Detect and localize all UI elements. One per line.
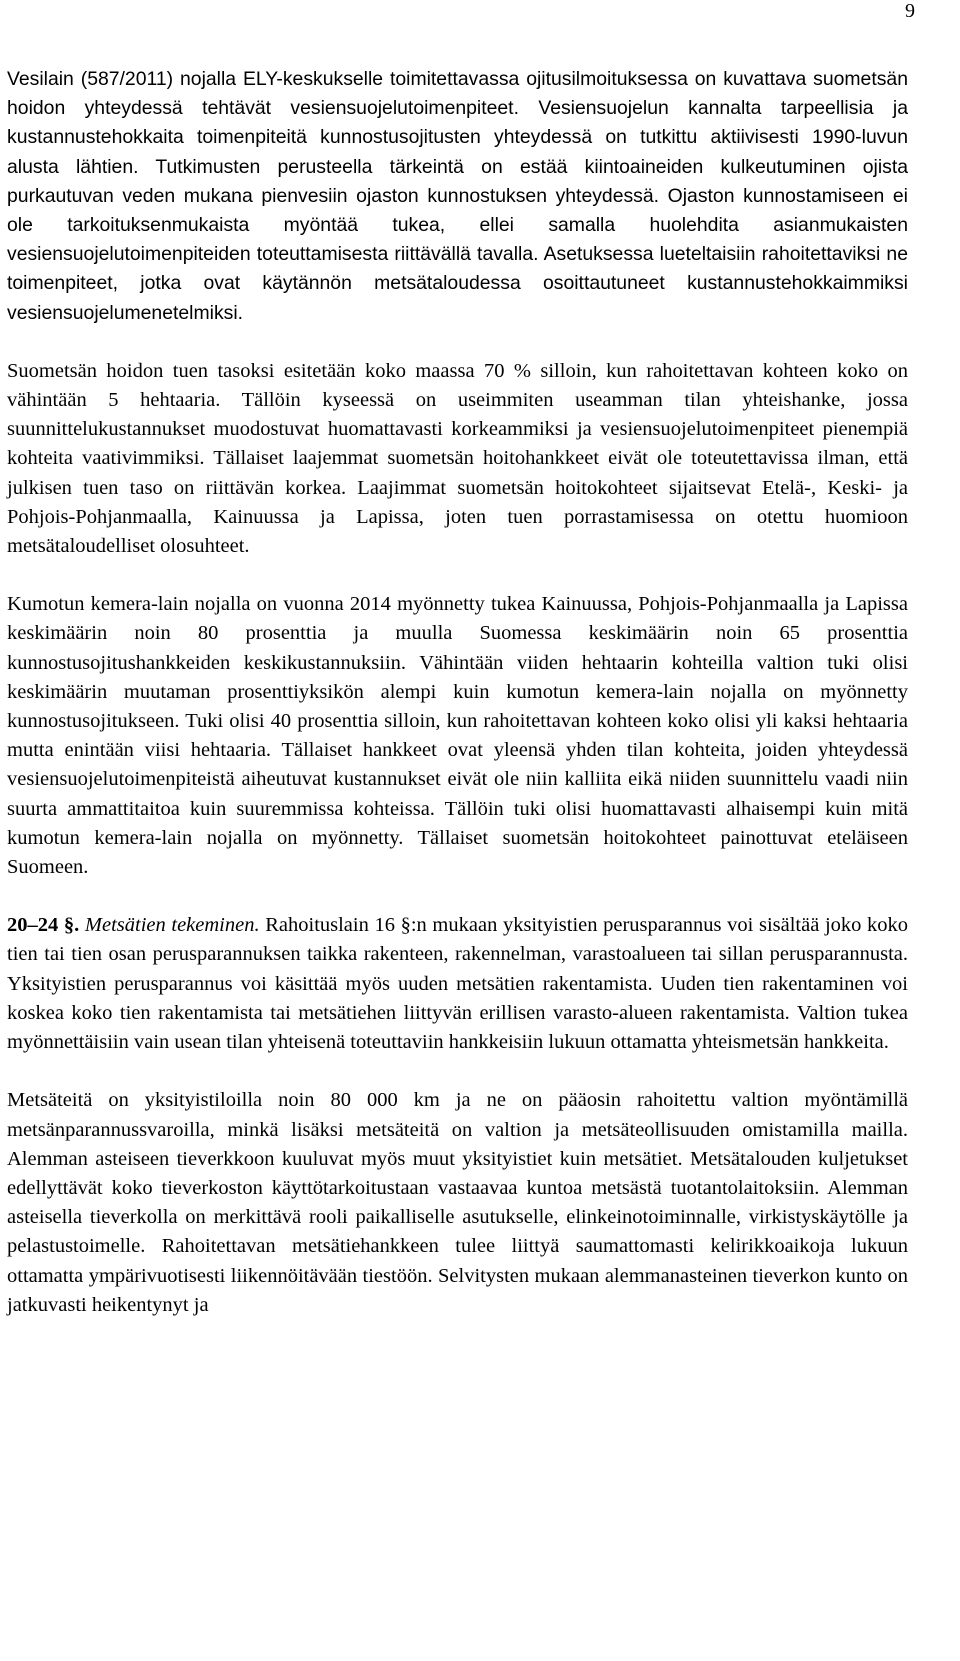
- paragraph-water-protection: Vesilain (587/2011) nojalla ELY-keskukselle toimitettavassa ojitusilmoituksessa on kuvattava suometsän hoidon yhteydessä tehtävät vesiensuojelutoimenpiteet. Vesiensuojelun kannalta tarpeellisia ja kustannustehokkaita toimenpiteitä kunnostusojitusten yhteydessä on tutkittu aktiivisesti 1990-luvun alusta lähtien. Tutkimusten perusteella tärkeintä on estää kiintoaineiden kulkeutuminen ojista purkautuvan veden mukana pienvesiin ojaston kunnostuksen yhteydessä. Ojaston kunnostamiseen ei ole tarkoituksenmukaista myöntää tukea, ellei samalla huolehdita asianmukaisten vesiensuojelutoimenpiteiden toteuttamisesta riittävällä tavalla. Asetuksessa lueteltaisiin rahoitettaviksi ne toimenpiteet, jotka ovat käytännön metsätaloudessa osoittautuneet kustannustehokkaimmiksi vesiensuojelumenetelmiksi.: [7, 68, 908, 324]
- paragraph-forest-road: [7, 911, 908, 1057]
- page-number: 9: [905, 0, 915, 22]
- section-body: Rahoituslain 16 §:n mukaan yksityistien perusparannus voi sisältää joko koko tien tai tien osan perusparannuksen taikka rakenteen, rakennelman, varastoalueen tai sillan perusparannusta. Yksityistien perusparannus voi käsittää myös uuden metsätien rakentamista. Uuden tien rakentaminen voi koskea koko tien rakentamista tai metsätiehen liittyvän erillisen varasto-alueen rakentamista. Valtion tukea myönnettäisiin vain usean tilan yhteisenä toteuttaviin hankkeisiin lukuun ottamatta yhteismetsän hankkeita.: [7, 914, 909, 1054]
- section-heading: Metsätien tekeminen.: [84, 914, 260, 937]
- paragraph-kemera-comparison: Kumotun kemera-lain nojalla on vuonna 2014 myönnetty tukea Kainuussa, Pohjois-Pohjanmaalla ja Lapissa keskimäärin noin 80 prosenttia ja muulla Suomessa keskimäärin noin 65 prosenttia kunnostusojitushankkeiden keskikustannuksiin. Vähintään viiden hehtaarin kohteilla valtion tuki olisi keskimäärin muutaman prosenttiyksikön alempi kuin kumotun kemera-lain nojalla on myönnetty kunnostusojitukseen. Tuki olisi 40 prosenttia silloin, kun rahoitettavan kohteen koko olisi yli kaksi hehtaaria mutta enintään viisi hehtaaria. Tällaiset hankkeet ovat yleensä yhden tilan kohteita, joiden yhteydessä vesiensuojelutoimenpiteistä aiheutuvat kustannukset eivät ole niin kalliita eikä niiden suunnittelu vaadi niin suurta ammattitaitoa kuin suuremmissa kohteissa. Tällöin tuki olisi huomattavasti alhaisempi kuin mitä kumotun kemera-lain nojalla on myönnetty. Tällaiset suometsän hoitokohteet painottuvat eteläiseen Suomeen.: [7, 593, 908, 879]
- paragraph-support-level: Suometsän hoidon tuen tasoksi esitetään koko maassa 70 % silloin, kun rahoitettavan kohteen koko on vähintään 5 hehtaaria. Tällöin kyseessä on useimmiten useamman tilan yhteishanke, jossa suunnittelukustannukset muodostuvat huomattavasti korkeammiksi ja vesiensuojelutoimenpiteet pienempiä kohteita vaativimmiksi. Tällaiset laajemmat suometsän hoitohankkeet eivät ole toteutettavissa ilman, että julkisen tuen taso on riittävän korkea. Laajimmat suometsän hoitokohteet sijaitsevat Etelä-, Keski- ja Pohjois-Pohjanmaalla, Kainuussa ja Lapissa, joten tuen porrastamisessa on otettu huomioon metsätaloudelliset olosuhteet.: [7, 359, 908, 558]
- paragraph-road-network: Metsäteitä on yksityistiloilla noin 80 000 km ja ne on pääosin rahoitettu valtion myöntämillä metsänparannussvaroilla, minkä lisäksi metsäteitä on valtion ja metsäteollisuuden omistamilla mailla. Alemman asteiseen tieverkkoon kuuluvat myös muut yksityistiet kuin metsätiet. Metsätalouden kuljetukset edellyttävät koko tieverkoston käyttötarkoitustaan vastaavaa kuntoa metsästä tuotantolaitoksiin. Alemman asteisella tieverkolla on merkittävä rooli paikalliselle asutukselle, elinkeinotoiminnalle, virkistyskäytölle ja pelastustoimelle. Rahoitettavan metsätiehankkeen tulee liittyä saumattomasti kelirikkoaikoja lukuun ottamatta ympärivuotisesti liikennöitävään tiestöön. Selvitysten mukaan alemmanasteinen tieverkon kunto on jatkuvasti heikentynyt ja: [7, 1089, 908, 1316]
- section-number: 20–24 §.: [7, 914, 80, 937]
- document-body: [7, 65, 908, 1320]
